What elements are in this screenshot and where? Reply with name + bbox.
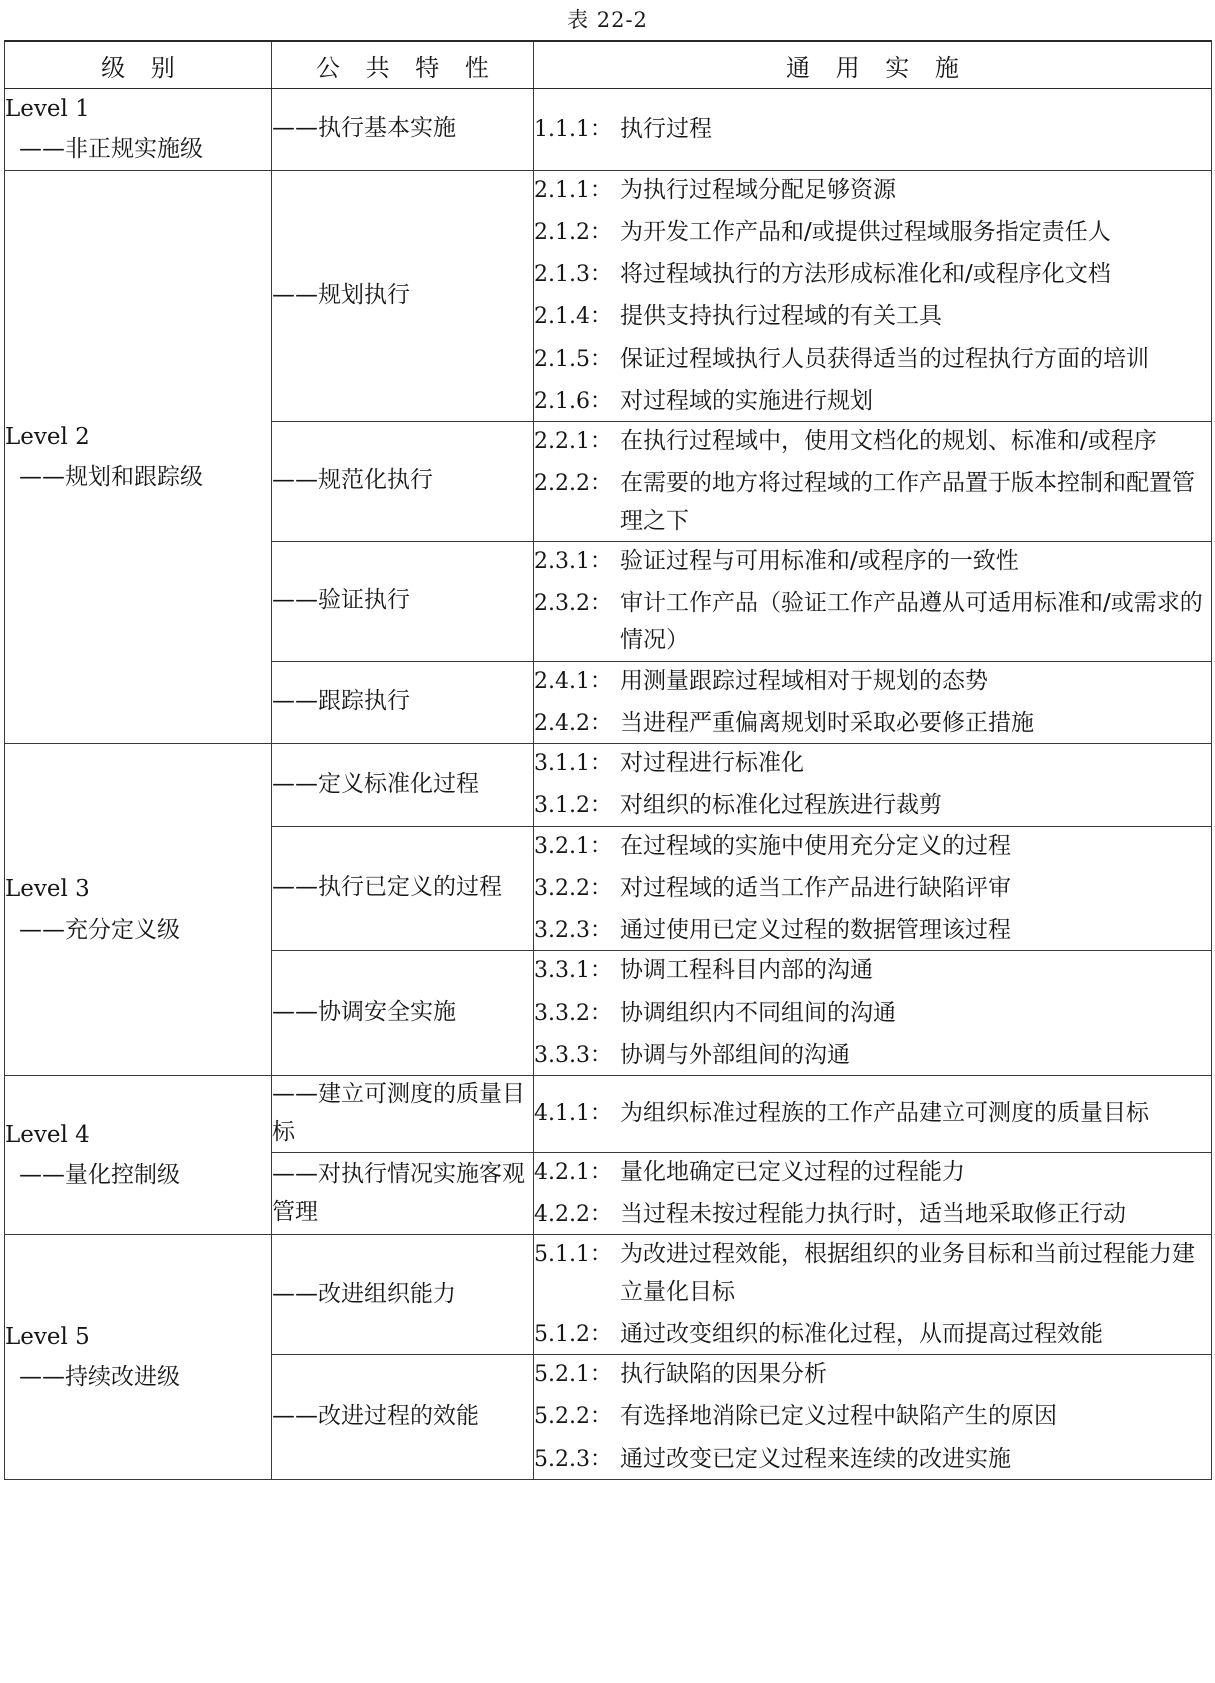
generic-practice-text: 用测量跟踪过程域相对于规划的态势 [619, 667, 988, 694]
common-feature-cell: ——定义标准化过程 [272, 744, 534, 827]
level-name-cn: ——量化控制级 [19, 1162, 180, 1189]
generic-practice-item [534, 705, 1211, 742]
generic-practice-text: 审计工作产品（验证工作产品遵从可适用标准和/或需求的情况） [619, 590, 1203, 654]
generic-practice-text: 协调组织内不同组间的沟通 [619, 999, 896, 1026]
generic-practice-item [534, 423, 1211, 460]
generic-practice-number: 4.2.1： [534, 1159, 612, 1185]
table-row [5, 1076, 1212, 1153]
generic-practice-number: 5.1.1： [534, 1242, 612, 1268]
level-name-en: Level 3 [5, 876, 90, 903]
generic-practice-item [534, 828, 1211, 865]
table-row [5, 1235, 1212, 1355]
common-feature-cell: ——对执行情况实施客观管理 [272, 1152, 534, 1235]
generic-practice-item [534, 1154, 1211, 1191]
generic-practice-item [534, 1356, 1211, 1393]
common-feature-cell: ——规范化执行 [272, 422, 534, 542]
level-name-en: Level 2 [5, 423, 90, 450]
generic-practice-number: 4.1.1： [534, 1101, 612, 1127]
level-cell [5, 89, 272, 171]
generic-practice-cell [534, 744, 1212, 827]
generic-practice-item [534, 745, 1211, 782]
generic-practice-text: 将过程域执行的方法形成标准化和/或程序化文档 [619, 261, 1111, 287]
generic-practice-cell [534, 541, 1212, 661]
table-row [5, 744, 1212, 827]
generic-practice-number: 2.4.2： [534, 710, 612, 736]
generic-practice-text: 协调工程科目内部的沟通 [619, 957, 873, 984]
generic-practice-number: 3.2.3： [534, 918, 612, 943]
generic-practice-text: 通过使用已定义过程的数据管理该过程 [619, 917, 1011, 943]
generic-practice-number: 2.4.1： [534, 668, 612, 694]
common-feature-cell: ——改进过程的效能 [272, 1355, 534, 1480]
common-feature-cell: ——执行基本实施 [272, 89, 534, 171]
level-cell [5, 744, 272, 1076]
generic-practice-number: 2.1.3： [534, 262, 612, 287]
generic-practice-number: 2.2.2： [534, 471, 612, 497]
generic-practice-number: 3.3.3： [534, 1042, 612, 1068]
generic-practice-cell [534, 826, 1212, 951]
generic-practice-number: 2.3.1： [534, 548, 612, 574]
level-name-cn: ——充分定义级 [19, 916, 180, 943]
generic-practice-cell [534, 1152, 1212, 1235]
common-feature-cell: ——执行已定义的过程 [272, 826, 534, 951]
generic-practice-cell [534, 1076, 1212, 1153]
generic-practice-text: 通过改变组织的标准化过程，从而提高过程效能 [619, 1320, 1103, 1347]
generic-practice-text: 验证过程与可用标准和/或程序的一致性 [619, 547, 1019, 574]
generic-practice-number: 3.1.2： [534, 793, 612, 819]
generic-practice-number: 3.3.1： [534, 958, 612, 984]
generic-practice-text: 量化地确定已定义过程的过程能力 [619, 1158, 965, 1185]
table-header [5, 41, 1212, 89]
generic-practice-cell [534, 1355, 1212, 1480]
generic-practice-text: 在过程域的实施中使用充分定义的过程 [619, 832, 1011, 859]
generic-practice-item [534, 952, 1211, 989]
table-body [5, 89, 1212, 1480]
level-cell [5, 1235, 272, 1480]
generic-practice-text: 协调与外部组间的沟通 [619, 1041, 850, 1068]
generic-practice-item [534, 1316, 1211, 1353]
generic-practice-text: 有选择地消除已定义过程中缺陷产生的原因 [619, 1403, 1057, 1430]
generic-practice-cell [534, 422, 1212, 542]
level-name-en: Level 4 [5, 1121, 90, 1148]
column-header-generic-practice-label: 通 用 实 施 [786, 53, 968, 82]
generic-practice-item [534, 1196, 1211, 1233]
generic-practice-text: 在需要的地方将过程域的工作产品置于版本控制和配置管理之下 [619, 470, 1195, 534]
generic-practice-item [534, 1037, 1211, 1074]
generic-practice-item [534, 1398, 1211, 1435]
generic-practice-item [534, 995, 1211, 1032]
level-name-cn: ——非正规实施级 [19, 136, 203, 163]
generic-practice-text: 对组织的标准化过程族进行裁剪 [619, 792, 942, 819]
common-feature-cell: ——协调安全实施 [272, 951, 534, 1076]
generic-practice-cell [534, 89, 1212, 171]
generic-practice-text: 为组织标准过程族的工作产品建立可测度的质量目标 [619, 1100, 1149, 1127]
generic-practice-cell [534, 951, 1212, 1076]
generic-practice-number: 2.1.1： [534, 177, 612, 203]
generic-practice-number: 2.1.6： [534, 388, 612, 414]
common-feature-cell: ——跟踪执行 [272, 661, 534, 744]
generic-practice-item [534, 1236, 1211, 1311]
common-feature-cell: ——规划执行 [272, 170, 534, 422]
generic-practice-number: 3.2.1： [534, 833, 612, 859]
level-name-en: Level 1 [5, 96, 90, 122]
generic-practice-text: 对过程进行标准化 [619, 750, 804, 776]
capability-maturity-table [4, 40, 1212, 1480]
table-caption: 表 22-2 [567, 8, 648, 32]
generic-practice-item [534, 383, 1211, 420]
header-row [5, 41, 1212, 89]
generic-practice-text: 提供支持执行过程域的有关工具 [619, 303, 942, 330]
table-row [5, 89, 1212, 171]
generic-practice-text: 为执行过程域分配足够资源 [619, 176, 896, 203]
generic-practice-item [534, 298, 1211, 335]
generic-practice-number: 5.2.1： [534, 1362, 612, 1388]
generic-practice-number: 3.3.2： [534, 1000, 612, 1026]
column-header-common-feature [272, 41, 534, 89]
generic-practice-text: 对过程域的适当工作产品进行缺陷评审 [619, 874, 1011, 901]
generic-practice-item [534, 585, 1211, 660]
generic-practice-item [534, 465, 1211, 540]
generic-practice-number: 2.2.1： [534, 429, 612, 454]
generic-practice-text: 对过程域的实施进行规划 [619, 387, 873, 414]
generic-practice-number: 5.1.2： [534, 1321, 612, 1347]
generic-practice-item [534, 341, 1211, 378]
generic-practice-text: 在执行过程域中，使用文档化的规划、标准和/或程序 [619, 428, 1157, 454]
common-feature-cell: ——验证执行 [272, 541, 534, 661]
level-cell [5, 1076, 272, 1235]
generic-practice-number: 2.1.5： [534, 346, 612, 372]
generic-practice-number: 2.1.2： [534, 219, 612, 245]
generic-practice-text: 当过程未按过程能力执行时，适当地采取修正行动 [619, 1201, 1126, 1228]
generic-practice-number: 3.1.1： [534, 751, 612, 776]
generic-practice-text: 为开发工作产品和/或提供过程域服务指定责任人 [619, 218, 1111, 245]
generic-practice-cell [534, 661, 1212, 744]
level-name-cn: ——持续改进级 [19, 1364, 180, 1391]
generic-practice-item [534, 912, 1211, 949]
level-name-en: Level 5 [5, 1323, 90, 1350]
generic-practice-item [534, 256, 1211, 293]
column-header-level-label: 级 别 [101, 53, 184, 82]
generic-practice-item [534, 787, 1211, 824]
common-feature-cell: ——建立可测度的质量目标 [272, 1076, 534, 1153]
generic-practice-number: 2.3.2： [534, 591, 612, 616]
generic-practice-number: 5.2.3： [534, 1446, 612, 1472]
level-name-cn: ——规划和跟踪级 [19, 463, 203, 490]
generic-practice-number: 4.2.2： [534, 1202, 612, 1228]
generic-practice-item [534, 172, 1211, 209]
generic-practice-item [534, 1095, 1211, 1132]
generic-practice-item [534, 663, 1211, 700]
generic-practice-cell [534, 170, 1212, 422]
column-header-common-feature-label: 公 共 特 性 [316, 53, 498, 82]
generic-practice-item [534, 214, 1211, 251]
generic-practice-item [534, 111, 1211, 148]
generic-practice-text: 通过改变已定义过程来连续的改进实施 [619, 1445, 1011, 1472]
generic-practice-number: 1.1.1： [534, 116, 612, 142]
generic-practice-text: 执行过程 [619, 115, 712, 142]
generic-practice-text: 保证过程域执行人员获得适当的过程执行方面的培训 [619, 345, 1149, 372]
generic-practice-number: 5.2.2： [534, 1404, 612, 1430]
generic-practice-number: 2.1.4： [534, 304, 612, 330]
level-cell [5, 170, 272, 744]
generic-practice-item [534, 870, 1211, 907]
generic-practice-item [534, 1441, 1211, 1478]
generic-practice-cell [534, 1235, 1212, 1355]
common-feature-cell: ——改进组织能力 [272, 1235, 534, 1355]
column-header-generic-practice [534, 41, 1212, 89]
generic-practice-number: 3.2.2： [534, 875, 612, 901]
generic-practice-text: 执行缺陷的因果分析 [619, 1361, 827, 1388]
table-row [5, 170, 1212, 422]
generic-practice-item [534, 543, 1211, 580]
generic-practice-text: 为改进过程效能，根据组织的业务目标和当前过程能力建立量化目标 [619, 1241, 1195, 1305]
column-header-level [5, 41, 272, 89]
generic-practice-text: 当进程严重偏离规划时采取必要修正措施 [619, 709, 1034, 736]
